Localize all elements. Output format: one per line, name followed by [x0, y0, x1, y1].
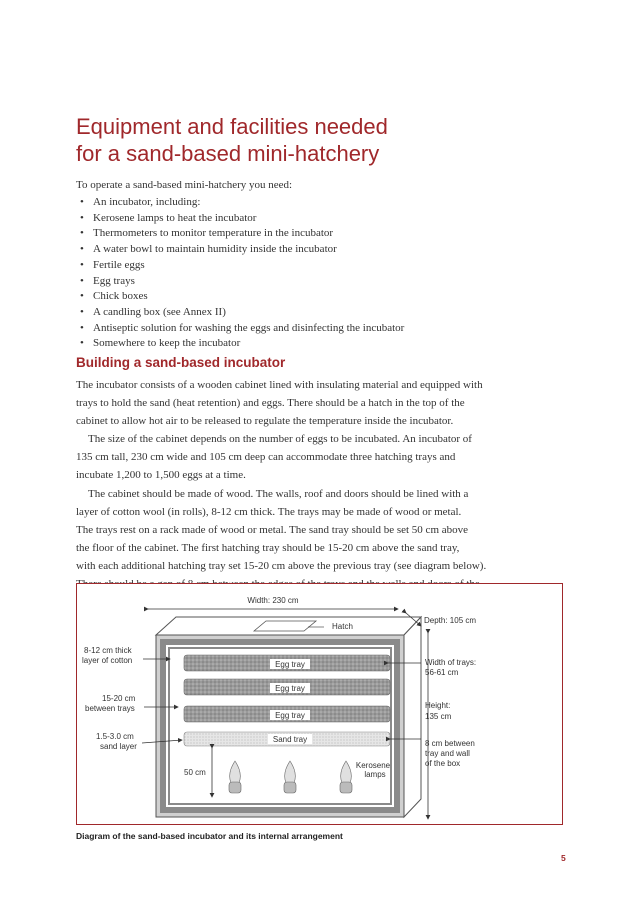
body-paragraphs [76, 376, 566, 611]
title-line-2: for a sand-based mini-hatchery [76, 141, 380, 166]
egg-tray-2-label: Egg tray [275, 684, 305, 693]
between-label-2: between trays [85, 704, 135, 713]
paragraph-line: trays to hold the sand (heat retention) and eggs. There should be a hatch in the top of the [76, 397, 465, 410]
paragraph-line: The cabinet should be made of wood. The walls, roof and doors should be lined with a [88, 487, 469, 500]
floor-height-label: 50 cm [184, 768, 206, 777]
hatch-label: Hatch [332, 622, 353, 631]
list-item: • Fertile eggs [76, 258, 404, 274]
list-item: • Thermometers to monitor temperature in the incubator [76, 226, 404, 242]
tray-width-label-2: 56-61 cm [425, 668, 459, 677]
paragraph-line: cabinet to allow hot air to be released to regulate the temperature inside the incubator. [76, 415, 454, 428]
height-label-1: Height: [425, 701, 451, 710]
cabinet-side [404, 617, 421, 817]
gap-label-3: of the box [425, 759, 461, 768]
list-item: • Kerosene lamps to heat the incubator [76, 211, 404, 227]
list-item: • A candling box (see Annex II) [76, 305, 404, 321]
paragraph-line: The trays rest on a rack made of wood or metal. The sand tray should be set 50 cm above [76, 523, 469, 536]
sand-layer-label-2: sand layer [100, 742, 137, 751]
title-line-1: Equipment and facilities needed [76, 114, 388, 139]
section-heading: Building a sand-based incubator [76, 355, 286, 370]
egg-tray-3-label: Egg tray [275, 711, 305, 720]
between-label-1: 15-20 cm [102, 694, 136, 703]
sand-tray-label: Sand tray [272, 735, 308, 744]
cabinet-interior [174, 653, 386, 799]
gap-label-2: tray and wall [425, 749, 470, 758]
list-item: • Chick boxes [76, 289, 404, 305]
paragraph-line: The incubator consists of a wooden cabinet lined with insulating material and equipped with [76, 379, 483, 391]
tray-width-label-1: Width of trays: [425, 658, 477, 667]
list-item: • Antiseptic solution for washing the eggs and disinfecting the incubator [76, 321, 404, 337]
kerosene-label-2: lamps [364, 770, 386, 779]
incubator-diagram [76, 583, 563, 825]
cotton-label-2: layer of cotton [82, 656, 133, 665]
page-number: 5 [561, 853, 566, 863]
cotton-label-1: 8-12 cm thick [84, 646, 132, 655]
paragraph-line: The size of the cabinet depends on the number of eggs to be incubated. An incubator of [88, 433, 472, 446]
paragraph-line: incubate 1,200 to 1,500 eggs at a time. [76, 469, 246, 482]
sand-layer-label-1: 1.5-3.0 cm [96, 732, 134, 741]
equipment-list [76, 195, 404, 352]
paragraph-line: with each additional hatching tray set 15-20 cm above the previous tray (see diagram below). [76, 559, 487, 572]
list-item: • An incubator, including: [76, 195, 404, 211]
list-item: • A water bowl to maintain humidity inside the incubator [76, 242, 404, 258]
kerosene-label-1: Kerosene [355, 761, 391, 770]
paragraph-line: layer of cotton wool (in rolls), 8-12 cm thick. The trays may be made of wood or metal. [76, 505, 462, 518]
gap-label-1: 8 cm between [425, 739, 475, 748]
egg-tray-1-label: Egg tray [275, 660, 305, 669]
list-item: • Somewhere to keep the incubator [76, 336, 404, 352]
paragraph-line: the floor of the cabinet. The first hatching tray should be 15-20 cm above the sand tray, [76, 541, 460, 554]
page-title [76, 113, 596, 167]
diagram-caption: Diagram of the sand-based incubator and its internal arrangement [76, 831, 343, 841]
list-item: • Egg trays [76, 274, 404, 290]
depth-label: Depth: 105 cm [424, 616, 477, 625]
height-label-2: 135 cm [425, 712, 452, 721]
intro-text: To operate a sand-based mini-hatchery you need: [76, 179, 293, 191]
paragraph-line: 135 cm tall, 230 cm wide and 105 cm deep can accommodate three hatching trays and [76, 451, 456, 464]
width-label: Width: 230 cm [247, 596, 299, 605]
